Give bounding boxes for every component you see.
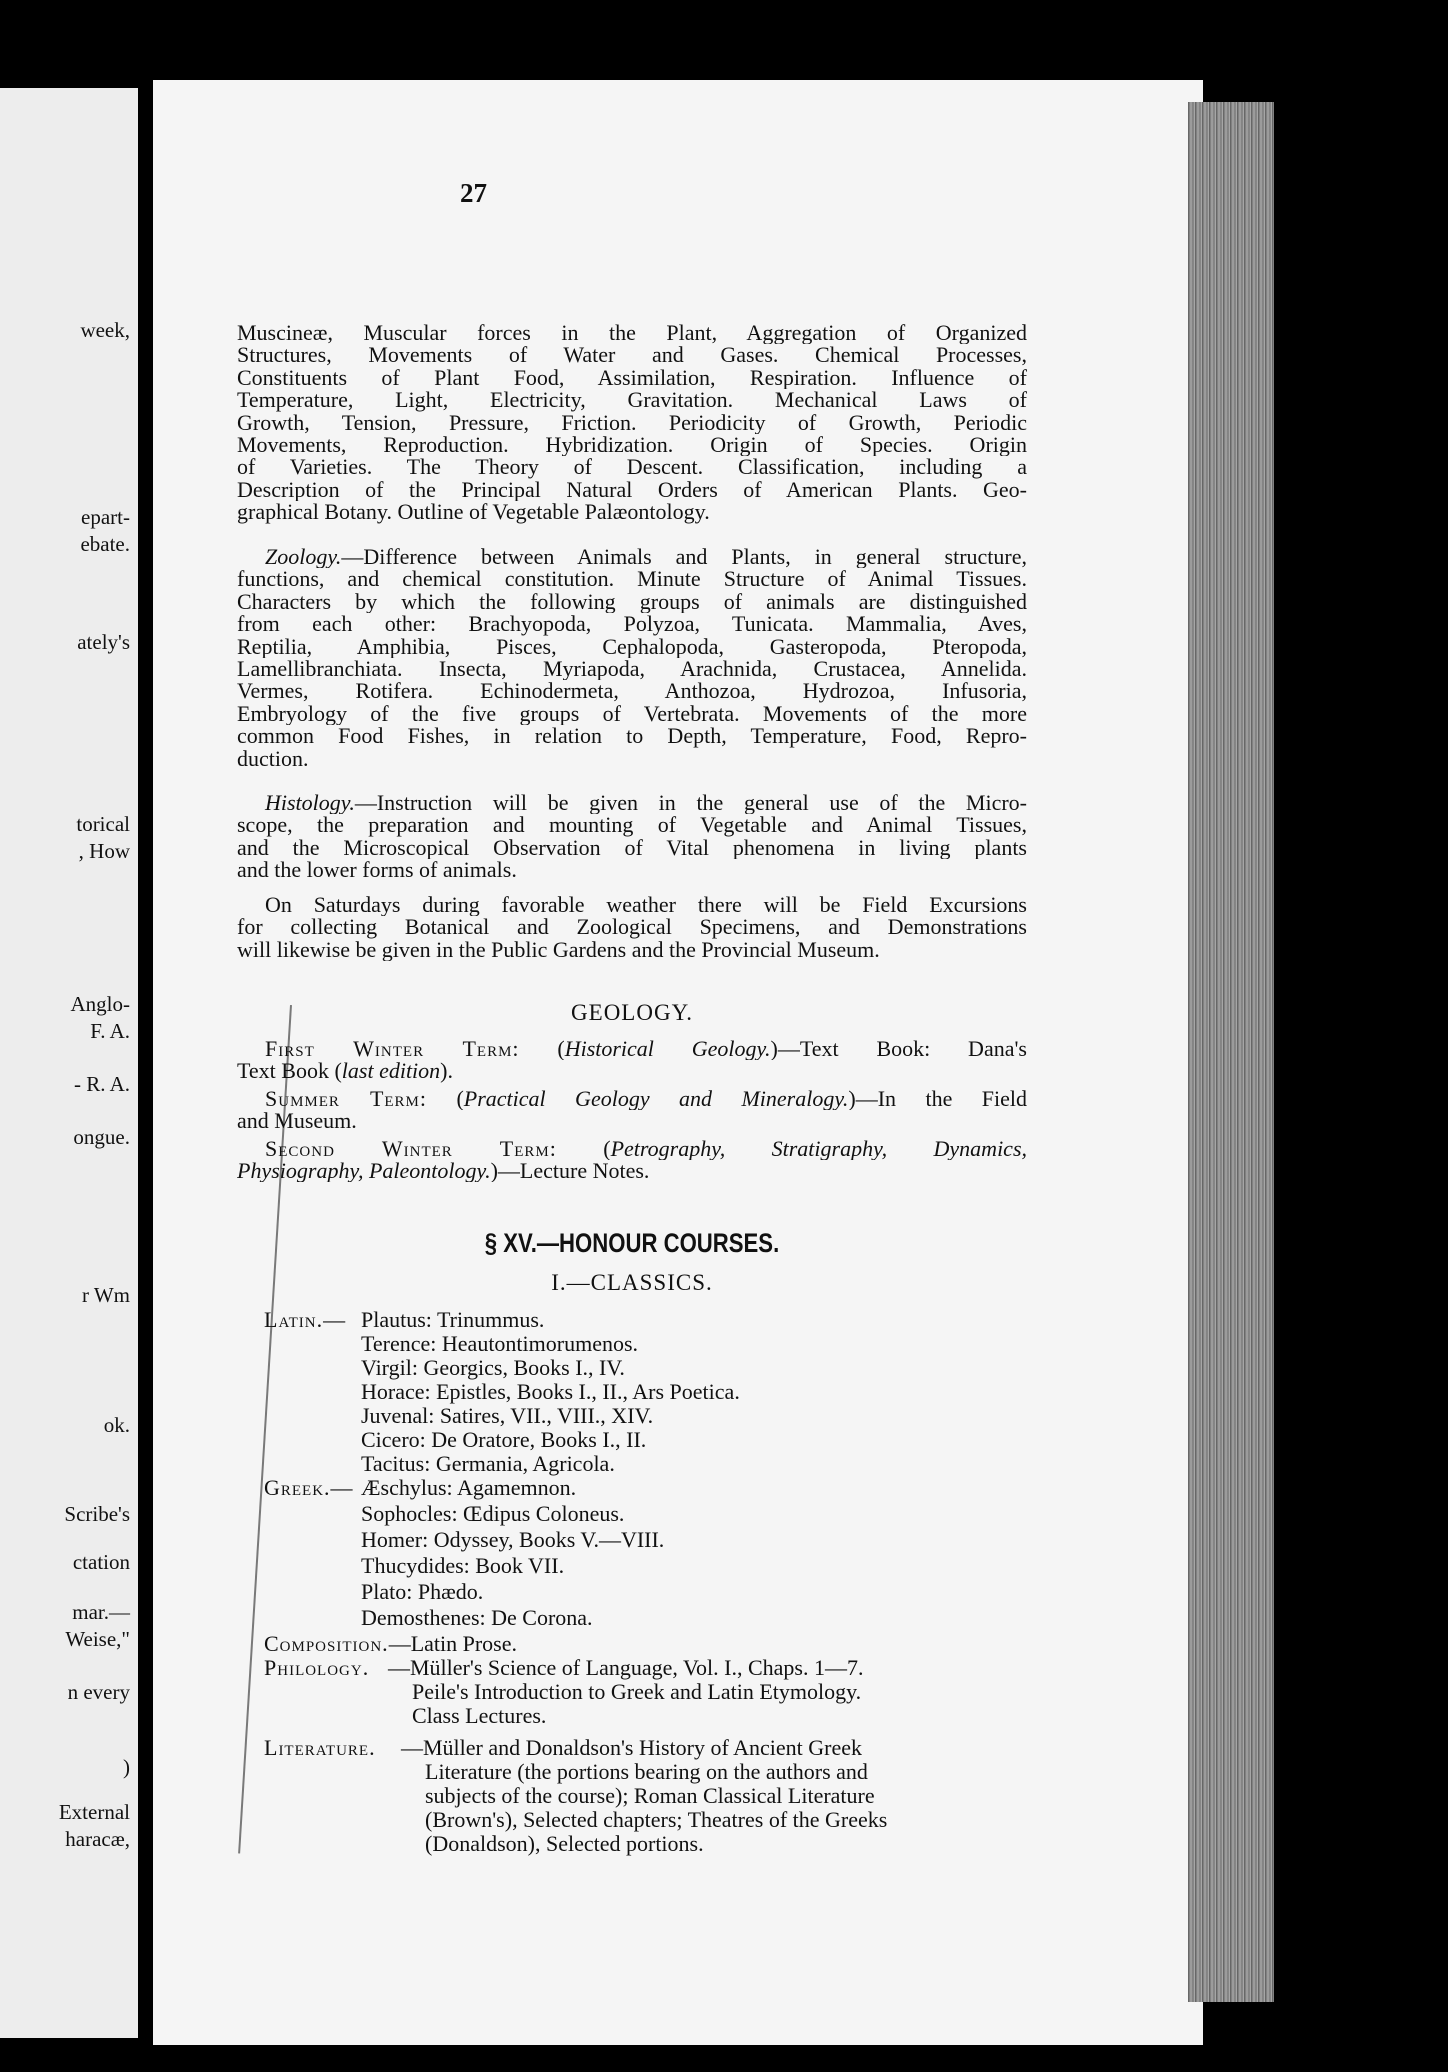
literature-label: Literature. [264,1735,376,1760]
list-item: Literature (the portions bearing on the authors and [425,1759,868,1784]
literature-text [401,1736,887,1856]
list-item: Demosthenes: De Corona. [361,1605,593,1630]
facing-page-text: ately's [77,630,130,654]
list-item: Sophocles: Œdipus Coloneus. [361,1501,625,1526]
text-line: functions, and chemical constitution. Minute Structure of Animal Tissues. [237,568,1027,591]
list-item: —Müller and Donaldson's History of Ancient Greek [401,1735,862,1760]
text-line: Lamellibranchiata. Insecta, Myriapoda, Arachnida, Crustacea, Annelida. [237,657,1027,681]
text-line: and the lower forms of animals. [237,859,517,882]
geology-heading: GEOLOGY. [571,1000,693,1025]
facing-page-text: Anglo- [70,992,130,1016]
philology-label: Philology. [264,1655,370,1680]
text-line: for collecting Botanical and Zoological Specimens, and Demonstrations [237,916,1027,939]
second-winter-term: Second Winter Term: (Petrography, Stratigraphy, Dynamics, [265,1137,1027,1160]
text-line: and the Microscopical Observation of Vital phenomena in living plants [237,836,1027,860]
facing-page-text: ongue. [73,1125,130,1149]
facing-page-text: week, [80,318,130,342]
facing-page-text: n every [67,1680,130,1704]
facing-page-text: Weise," [65,1627,130,1651]
text-line: scope, the preparation and mounting of Vegetable and Animal Tissues, [237,814,1027,837]
latin-label: Latin.— [264,1307,347,1332]
histology-paragraph [237,792,1027,882]
classics-heading: I.—CLASSICS. [551,1270,713,1295]
list-item: Thucydides: Book VII. [361,1553,565,1578]
text-line: of Varieties. The Theory of Descent. Classification, including a [237,456,1027,479]
list-item: Plato: Phædo. [361,1579,484,1604]
text-line: from each other: Brachyopoda, Polyzoa, Tunicata. Mammalia, Aves, [237,613,1027,636]
text-line: graphical Botany. Outline of Vegetable Palæontology. [237,501,710,524]
philology-text [388,1656,863,1728]
latin-authors-list [361,1308,740,1476]
facing-page-text: mar.— [72,1600,130,1624]
greek-authors-list [361,1476,664,1632]
list-item: Terence: Heautontimorumenos. [361,1331,639,1356]
text-line: Description of the Principal Natural Orders of American Plants. Geo- [237,478,1027,502]
list-item: Æschylus: Agamemnon. [361,1475,577,1500]
geology-terms: First Winter Term: (Historical Geology.)—Text Book: Dana's Text Book (last edition). Summer Term: (Practical Geology and Mineralogy.)—In the Field and Museum. Second Winter Term: (Petrography, Stratigraphy, Dynamics, Physiography, Paleontology.)—Lecture Notes. [237,1038,1027,1183]
composition-entry: Composition.—Latin Prose. [264,1631,518,1656]
text-line: Muscineæ, Muscular forces in the Plant, Aggregation of Organized [237,322,1027,345]
facing-page-fragment [0,88,138,2038]
list-item: subjects of the course); Roman Classical Literature [425,1783,875,1808]
list-item: Tacitus: Germania, Agricola. [361,1451,615,1476]
text-line: Constituents of Plant Food, Assimilation, Respiration. Influence of [237,366,1027,390]
list-item: Cicero: De Oratore, Books I., II. [361,1427,647,1452]
list-item: Plautus: Trinummus. [361,1307,545,1332]
text-line: Structures, Movements of Water and Gases. Chemical Processes, [237,344,1027,367]
facing-page-text: ebate. [80,532,130,556]
facing-page-text: r Wm [81,1283,130,1307]
zoology-paragraph [237,546,1027,770]
facing-page-text: External [58,1800,130,1824]
page-number: 27 [460,178,487,208]
facing-page-text: F. A. [90,1019,130,1043]
zoology-first-line: Zoology.—Difference between Animals and Plants, in general structure, [265,546,1027,569]
text-line: Vermes, Rotifera. Echinodermeta, Anthozoa, Hydrozoa, Infusoria, [237,680,1027,703]
field-excursions-paragraph [237,894,1027,961]
list-item: Horace: Epistles, Books I., II., Ars Poetica. [361,1379,740,1404]
text-line: will likewise be given in the Public Gardens and the Provincial Museum. [237,938,880,962]
facing-page-text: torical [76,812,130,836]
text-line: Embryology of the five groups of Vertebrata. Movements of the more [237,702,1027,726]
summer-term: Summer Term: (Practical Geology and Mineralogy.)—In the Field [265,1087,1027,1111]
text-line: common Food Fishes, in relation to Depth, Temperature, Food, Repro- [237,725,1027,748]
text-line: Characters by which the following groups of animals are distinguished [237,590,1027,614]
histology-first-line: Histology.—Instruction will be given in the general use of the Micro- [265,792,1027,815]
honour-courses-heading: § XV.—HONOUR COURSES. [484,1228,780,1258]
facing-page-text: ctation [72,1550,130,1574]
text-line: Growth, Tension, Pressure, Friction. Periodicity of Growth, Periodic [237,411,1027,434]
text-line: On Saturdays during favorable weather there will be Field Excursions [265,894,1027,917]
list-item: Juvenal: Satires, VII., VIII., XIV. [361,1403,654,1428]
list-item: (Donaldson), Selected portions. [425,1831,704,1856]
greek-label: Greek.— [264,1475,354,1500]
list-item: (Brown's), Selected chapters; Theatres of the Greeks [425,1807,888,1832]
facing-page-text: ) [123,1755,130,1779]
list-item: Homer: Odyssey, Books V.—VIII. [361,1527,665,1552]
text-line: Temperature, Light, Electricity, Gravitation. Mechanical Laws of [237,389,1027,412]
first-winter-term: First Winter Term: (Historical Geology.)—Text Book: Dana's [265,1038,1027,1061]
histology-label: Histology. [265,792,355,815]
facing-page-text: , How [78,839,130,863]
facing-page-text: - R. A. [73,1072,130,1096]
zoology-label: Zoology. [265,546,342,569]
botany-paragraph [237,322,1027,524]
facing-page-text: ok. [103,1413,130,1437]
list-item: Peile's Introduction to Greek and Latin Etymology. [412,1679,862,1704]
facing-page-text: Scribe's [64,1502,130,1526]
list-item: Class Lectures. [412,1703,547,1728]
text-line: Movements, Reproduction. Hybridization. Origin of Species. Origin [237,433,1027,457]
list-item: Virgil: Georgics, Books I., IV. [361,1355,625,1380]
page-edge [1188,102,1274,2002]
facing-page-text: epart- [81,505,130,529]
facing-page-text: haracæ, [65,1827,130,1851]
text-line: Reptilia, Amphibia, Pisces, Cephalopoda, Gasteropoda, Pteropoda, [237,635,1027,658]
text-line: duction. [237,747,309,770]
list-item: —Müller's Science of Language, Vol. I., Chaps. 1—7. [388,1655,864,1680]
